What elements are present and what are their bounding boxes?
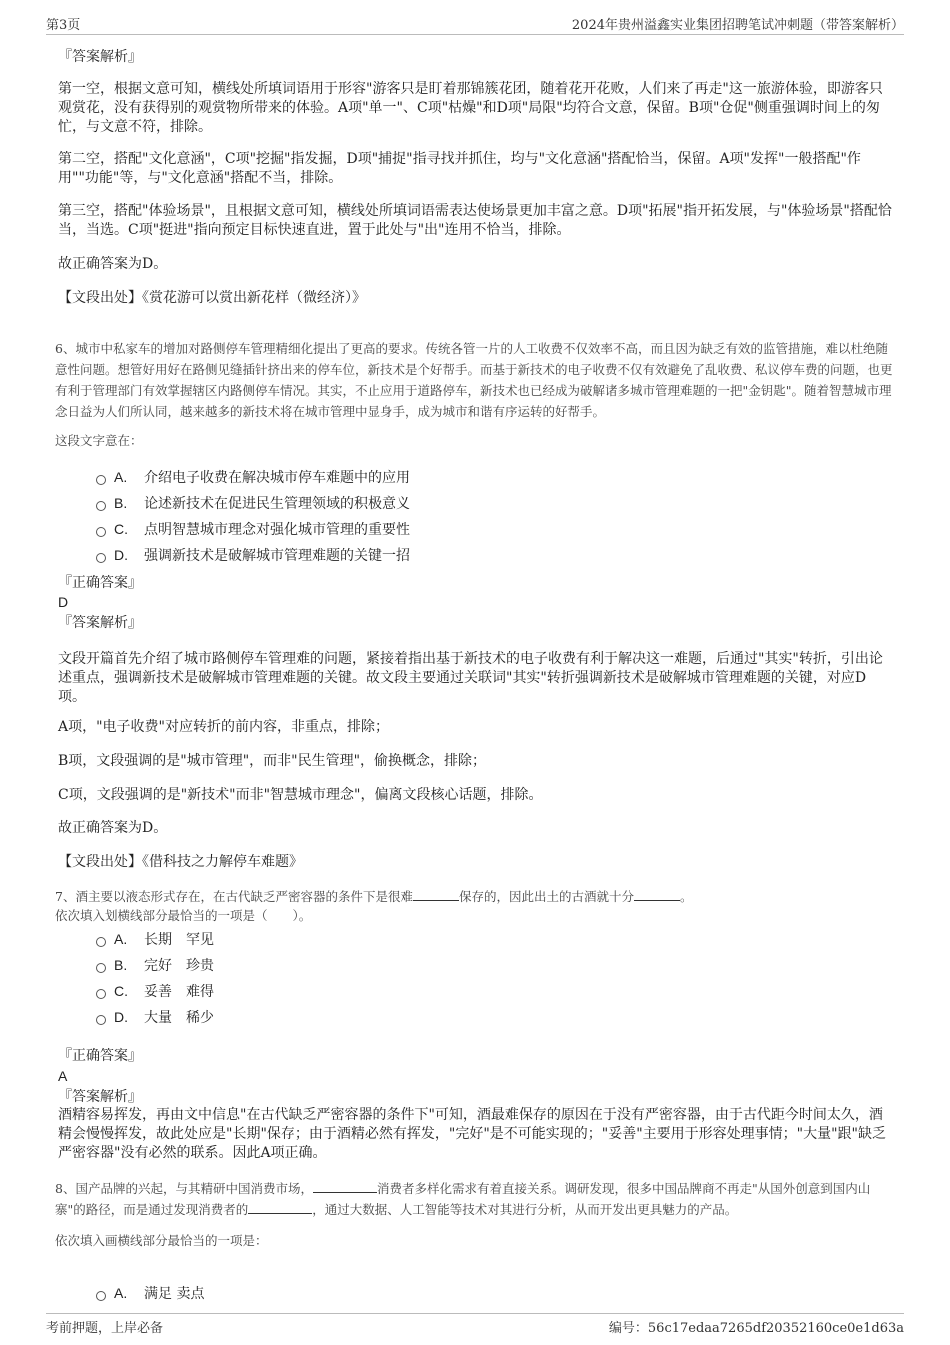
radio-icon[interactable]: [96, 963, 106, 973]
page-number: 第3页: [46, 18, 81, 33]
q6-option-d[interactable]: [96, 545, 410, 566]
q6-option-b[interactable]: [96, 493, 410, 514]
option-text: 大量 稀少: [144, 1010, 214, 1026]
radio-icon[interactable]: [96, 937, 106, 947]
option-key: D.: [114, 547, 128, 563]
radio-icon[interactable]: [96, 553, 106, 563]
option-text: 长期 罕见: [144, 932, 214, 948]
answer-blank: [248, 1201, 312, 1214]
q6-answer: D: [58, 594, 69, 610]
q7-analysis: 酒精容易挥发，再由文中信息"在古代缺乏严密容器的条件下"可知，酒最难保存的原因在于没有严密容器，由于古代距今时间太久，酒精会慢慢挥发，故此处应是"长期"保存；由于酒精必然有挥发，"完好"是不可能实现的；"妥善"主要用于形容处理事情；"大量"跟"缺乏严密容器"没有必然的联系。因此A项正确。: [58, 1107, 886, 1161]
answer-blank: [413, 888, 459, 901]
option-key: C.: [114, 521, 128, 537]
q6-conclusion: 故正确答案为D。: [58, 820, 168, 836]
q7-analysis-label: 『答案解析』: [58, 1089, 142, 1105]
q6-source: 【文段出处】《借科技之力解停车难题》: [58, 854, 303, 870]
q7-prompt: 依次填入划横线部分最恰当的一项是（ ）。: [55, 908, 312, 923]
q8-option-a[interactable]: [96, 1283, 204, 1304]
option-key: D.: [114, 1009, 128, 1025]
q7-option-d[interactable]: [96, 1007, 214, 1028]
q7-text-a: 7、酒主要以液态形式存在，在古代缺乏严密容器的条件下是很难: [55, 889, 413, 904]
option-key: A.: [114, 931, 128, 947]
q7-text-c: 。: [679, 889, 693, 904]
q7-option-c[interactable]: [96, 981, 214, 1002]
q7-answer-label: 『正确答案』: [58, 1048, 142, 1064]
q6-analysis-p4: C项，文段强调的是"新技术"而非"智慧城市理念"，偏离文段核心话题，排除。: [58, 787, 543, 803]
q7-question-text: [55, 886, 897, 907]
q7-answer: A: [58, 1068, 68, 1084]
option-text: 完好 珍贵: [144, 958, 214, 974]
answer-blank: [634, 888, 680, 901]
q6-analysis-p1: 文段开篇首先介绍了城市路侧停车管理难的问题，紧接着指出基于新技术的电子收费有利于解决这一难题，后通过"其实"转折，引出论述重点，强调新技术是破解城市管理难题的关键。故文段主要通过关联词"其实"转折强调新技术是破解城市管理难题的关键，对应D项。: [58, 651, 883, 705]
q6-analysis-label: 『答案解析』: [58, 615, 142, 631]
q8-text-c: ，通过大数据、人工智能等技术对其进行分析，从而开发出更具魅力的产品。: [312, 1202, 738, 1217]
q8-text-b: 消费者多样化需求有着直接关系。调研发现，很多中国品牌商不再走"从国外创意到国内山寨"的路径，而是通过发现消费者的: [55, 1181, 871, 1217]
q5-source: 【文段出处】《赏花游可以赏出新花样（微经济）》: [58, 290, 366, 306]
footer-slogan: 考前押题，上岸必备: [46, 1321, 164, 1336]
q7-option-a[interactable]: [96, 929, 214, 950]
q7-option-b[interactable]: [96, 955, 214, 976]
radio-icon[interactable]: [96, 501, 106, 511]
option-key: A.: [114, 469, 128, 485]
q6-question-text: 6、城市中私家车的增加对路侧停车管理精细化提出了更高的要求。传统各管一片的人工收费不仅效率不高，而且因为缺乏有效的监管措施，难以杜绝随意性问题。想管好用好在路侧见缝插针挤出来的停车位，新技术是个好帮手。而基于新技术的电子收费不仅有效避免了乱收费、私议停车费的问题，也更有利于管理部门有效掌握辖区内路侧停车情况。其实，不止应用于道路停车，新技术也已经成为破解诸多城市管理难题的一把"金钥匙"。随着智慧城市理念日益为人们所认同，越来越多的新技术将在城市管理中显身手，成为城市和谐有序运转的好帮手。: [55, 341, 893, 419]
q6-analysis-p2: A项，"电子收费"对应转折的前内容，非重点，排除；: [58, 719, 389, 735]
option-text: 论述新技术在促进民生管理领域的积极意义: [144, 496, 410, 512]
page-footer: [46, 1313, 904, 1338]
q5-analysis-p2: 第二空，搭配"文化意涵"，C项"挖掘"指发掘，D项"捕捉"指寻找并抓住，均与"文化意涵"搭配恰当，保留。A项"发挥"一般搭配"作用""功能"等，与"文化意涵"搭配不当，排除。: [58, 151, 861, 186]
document-id: 编号：56c17edaa7265df20352160ce0e1d63a: [608, 1321, 904, 1336]
option-text: 点明智慧城市理念对强化城市管理的重要性: [144, 522, 410, 538]
q5-analysis-p1: 第一空，根据文意可知，横线处所填词语用于形容"游客只是盯着那锦簇花团，随着花开花败，人们来了再走"这一旅游体验，即游客只观赏花，没有获得别的观赏物所带来的体验。A项"单一"、C项"枯燥"和D项"局限"均符合文意，保留。B项"仓促"侧重强调时间上的匆忙，与文意不符，排除。: [58, 81, 883, 135]
option-text: 妥善 难得: [144, 984, 214, 1000]
option-key: C.: [114, 983, 128, 999]
q6-answer-label: 『正确答案』: [58, 575, 142, 591]
option-text: 强调新技术是破解城市管理难题的关键一招: [144, 548, 410, 564]
q5-analysis-label: 『答案解析』: [58, 49, 142, 65]
q6-prompt: 这段文字意在：: [55, 433, 143, 448]
radio-icon[interactable]: [96, 527, 106, 537]
option-text: 介绍电子收费在解决城市停车难题中的应用: [144, 470, 410, 486]
q8-text-a: 8、国产品牌的兴起，与其精研中国消费市场，: [55, 1181, 313, 1196]
q6-option-c[interactable]: [96, 519, 410, 540]
q6-option-a[interactable]: [96, 467, 410, 488]
option-text: 满足 卖点: [144, 1286, 205, 1302]
radio-icon[interactable]: [96, 1015, 106, 1025]
radio-icon[interactable]: [96, 475, 106, 485]
q7-text-b: 保存的，因此出土的古酒就十分: [458, 889, 634, 904]
q6-analysis-p3: B项，文段强调的是"城市管理"，而非"民生管理"，偷换概念，排除；: [58, 753, 487, 769]
option-key: B.: [114, 957, 128, 973]
q8-question-text: [55, 1178, 897, 1220]
q5-analysis-p3: 第三空，搭配"体验场景"，且根据文意可知，横线处所填词语需表达使场景更加丰富之意。D项"拓展"指开拓发展，与"体验场景"搭配恰当，当选。C项"挺进"指向预定目标快速直进，置于此处与"出"连用不恰当，排除。: [58, 203, 892, 238]
option-key: B.: [114, 495, 128, 511]
option-key: A.: [114, 1285, 128, 1301]
radio-icon[interactable]: [96, 989, 106, 999]
answer-blank: [313, 1180, 377, 1193]
radio-icon[interactable]: [96, 1291, 106, 1301]
document-title: 2024年贵州溢鑫实业集团招聘笔试冲刺题（带答案解析）: [571, 18, 904, 33]
q8-prompt: 依次填入画横线部分最恰当的一项是：: [55, 1233, 268, 1248]
q5-conclusion: 故正确答案为D。: [58, 256, 168, 272]
page-header: [46, 14, 904, 35]
